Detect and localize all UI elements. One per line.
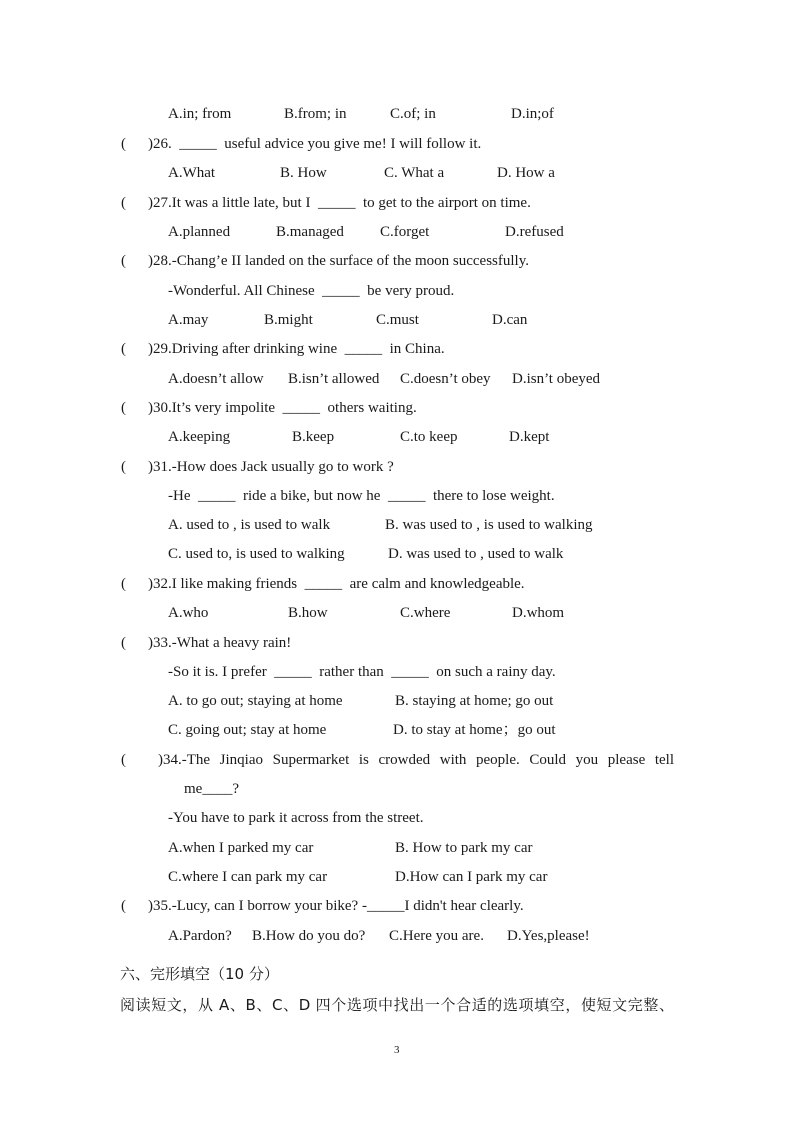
- q25-option-c: C.of; in: [390, 106, 436, 122]
- q26-option-b: B. How: [280, 165, 327, 181]
- q27-option-d: D.refused: [505, 224, 564, 240]
- q28-paren: (: [121, 253, 126, 269]
- q34-paren: (: [121, 752, 126, 768]
- q35-option-c: C.Here you are.: [389, 928, 484, 944]
- q31-option-c: C. used to, is used to walking: [168, 546, 345, 562]
- q29-text: )29.Driving after drinking wine _____ in China.: [148, 341, 445, 357]
- q34-text-2: -You have to park it across from the street.: [168, 810, 424, 826]
- q32-option-d: D.whom: [512, 605, 565, 621]
- q35-option-a: A.Pardon?: [168, 928, 232, 944]
- q34-text: )34.-The Jinqiao Supermarket is crowded with people. Could you please tell: [158, 752, 674, 768]
- q28-option-a: A.may: [168, 312, 209, 328]
- q30-paren: (: [121, 400, 126, 416]
- q32-option-c: C.where: [400, 605, 451, 621]
- q29-paren: (: [121, 341, 126, 357]
- q30-option-d: D.kept: [509, 429, 550, 445]
- q28-text: )28.-Chang’e II landed on the surface of the moon successfully.: [148, 253, 529, 269]
- q34-option-a: A.when I parked my car: [168, 840, 314, 856]
- q25-option-b: B.from; in: [284, 106, 347, 122]
- q35-option-b: B.How do you do?: [252, 928, 366, 944]
- q28-option-b: B.might: [264, 312, 313, 328]
- q26-paren: (: [121, 136, 126, 152]
- q25-option-a: A.in; from: [168, 106, 232, 122]
- q33-option-d: D. to stay at home；go out: [393, 722, 556, 738]
- q34-text-cont: me____?: [184, 781, 239, 797]
- q26-option-d: D. How a: [497, 165, 555, 181]
- q26-option-c: C. What a: [384, 165, 445, 181]
- q29-option-b: B.isn’t allowed: [288, 371, 380, 387]
- q27-text: )27.It was a little late, but I _____ to get to the airport on time.: [148, 195, 531, 211]
- q28-text-2: -Wonderful. All Chinese _____ be very proud.: [168, 283, 455, 299]
- q29-option-d: D.isn’t obeyed: [512, 371, 601, 387]
- q31-option-d: D. was used to , used to walk: [388, 546, 564, 562]
- q28-option-d: D.can: [492, 312, 528, 328]
- q33-option-a: A. to go out; staying at home: [168, 693, 343, 709]
- q28-option-c: C.must: [376, 312, 419, 328]
- q29-option-c: C.doesn’t obey: [400, 371, 491, 387]
- q34-option-b: B. How to park my car: [395, 840, 533, 856]
- q33-text-2: -So it is. I prefer _____ rather than _____ on such a rainy day.: [168, 664, 556, 680]
- q31-text-2: -He _____ ride a bike, but now he _____ there to lose weight.: [168, 488, 555, 504]
- q30-option-b: B.keep: [292, 429, 335, 445]
- page-number: 3: [394, 1044, 400, 1056]
- q33-paren: (: [121, 635, 126, 651]
- q34-option-d: D.How can I park my car: [395, 869, 548, 885]
- q31-paren: (: [121, 459, 126, 475]
- q32-option-b: B.how: [288, 605, 328, 621]
- q26-text: )26. _____ useful advice you give me! I will follow it.: [148, 136, 482, 152]
- q31-text: )31.-How does Jack usually go to work ?: [148, 459, 394, 475]
- q27-option-a: A.planned: [168, 224, 231, 240]
- q32-option-a: A.who: [168, 605, 209, 621]
- q29-option-a: A.doesn’t allow: [168, 371, 264, 387]
- q31-option-a: A. used to , is used to walk: [168, 517, 331, 533]
- q27-option-b: B.managed: [276, 224, 344, 240]
- q35-option-d: D.Yes,please!: [507, 928, 590, 944]
- q33-option-c: C. going out; stay at home: [168, 722, 327, 738]
- q35-text: )35.-Lucy, can I borrow your bike? -_____I didn't hear clearly.: [148, 898, 524, 914]
- q35-paren: (: [121, 898, 126, 914]
- q27-paren: (: [121, 195, 126, 211]
- q31-option-b: B. was used to , is used to walking: [385, 517, 593, 533]
- q30-option-a: A.keeping: [168, 429, 231, 445]
- q26-option-a: A.What: [168, 165, 216, 181]
- q33-text: )33.-What a heavy rain!: [148, 635, 292, 651]
- q33-option-b: B. staying at home; go out: [395, 693, 554, 709]
- section-instructions: 阅读短文，从 A、B、C、D 四个选项中找出一个合适的选项填空，使短文完整、: [120, 996, 674, 1014]
- q32-paren: (: [121, 576, 126, 592]
- q27-option-c: C.forget: [380, 224, 430, 240]
- q30-text: )30.It’s very impolite _____ others waiting.: [148, 400, 417, 416]
- q30-option-c: C.to keep: [400, 429, 458, 445]
- q34-option-c: C.where I can park my car: [168, 869, 328, 885]
- section-heading: 六、完形填空（10 分）: [120, 965, 279, 983]
- q32-text: )32.I like making friends _____ are calm and knowledgeable.: [148, 576, 525, 592]
- q25-option-d: D.in;of: [511, 106, 554, 122]
